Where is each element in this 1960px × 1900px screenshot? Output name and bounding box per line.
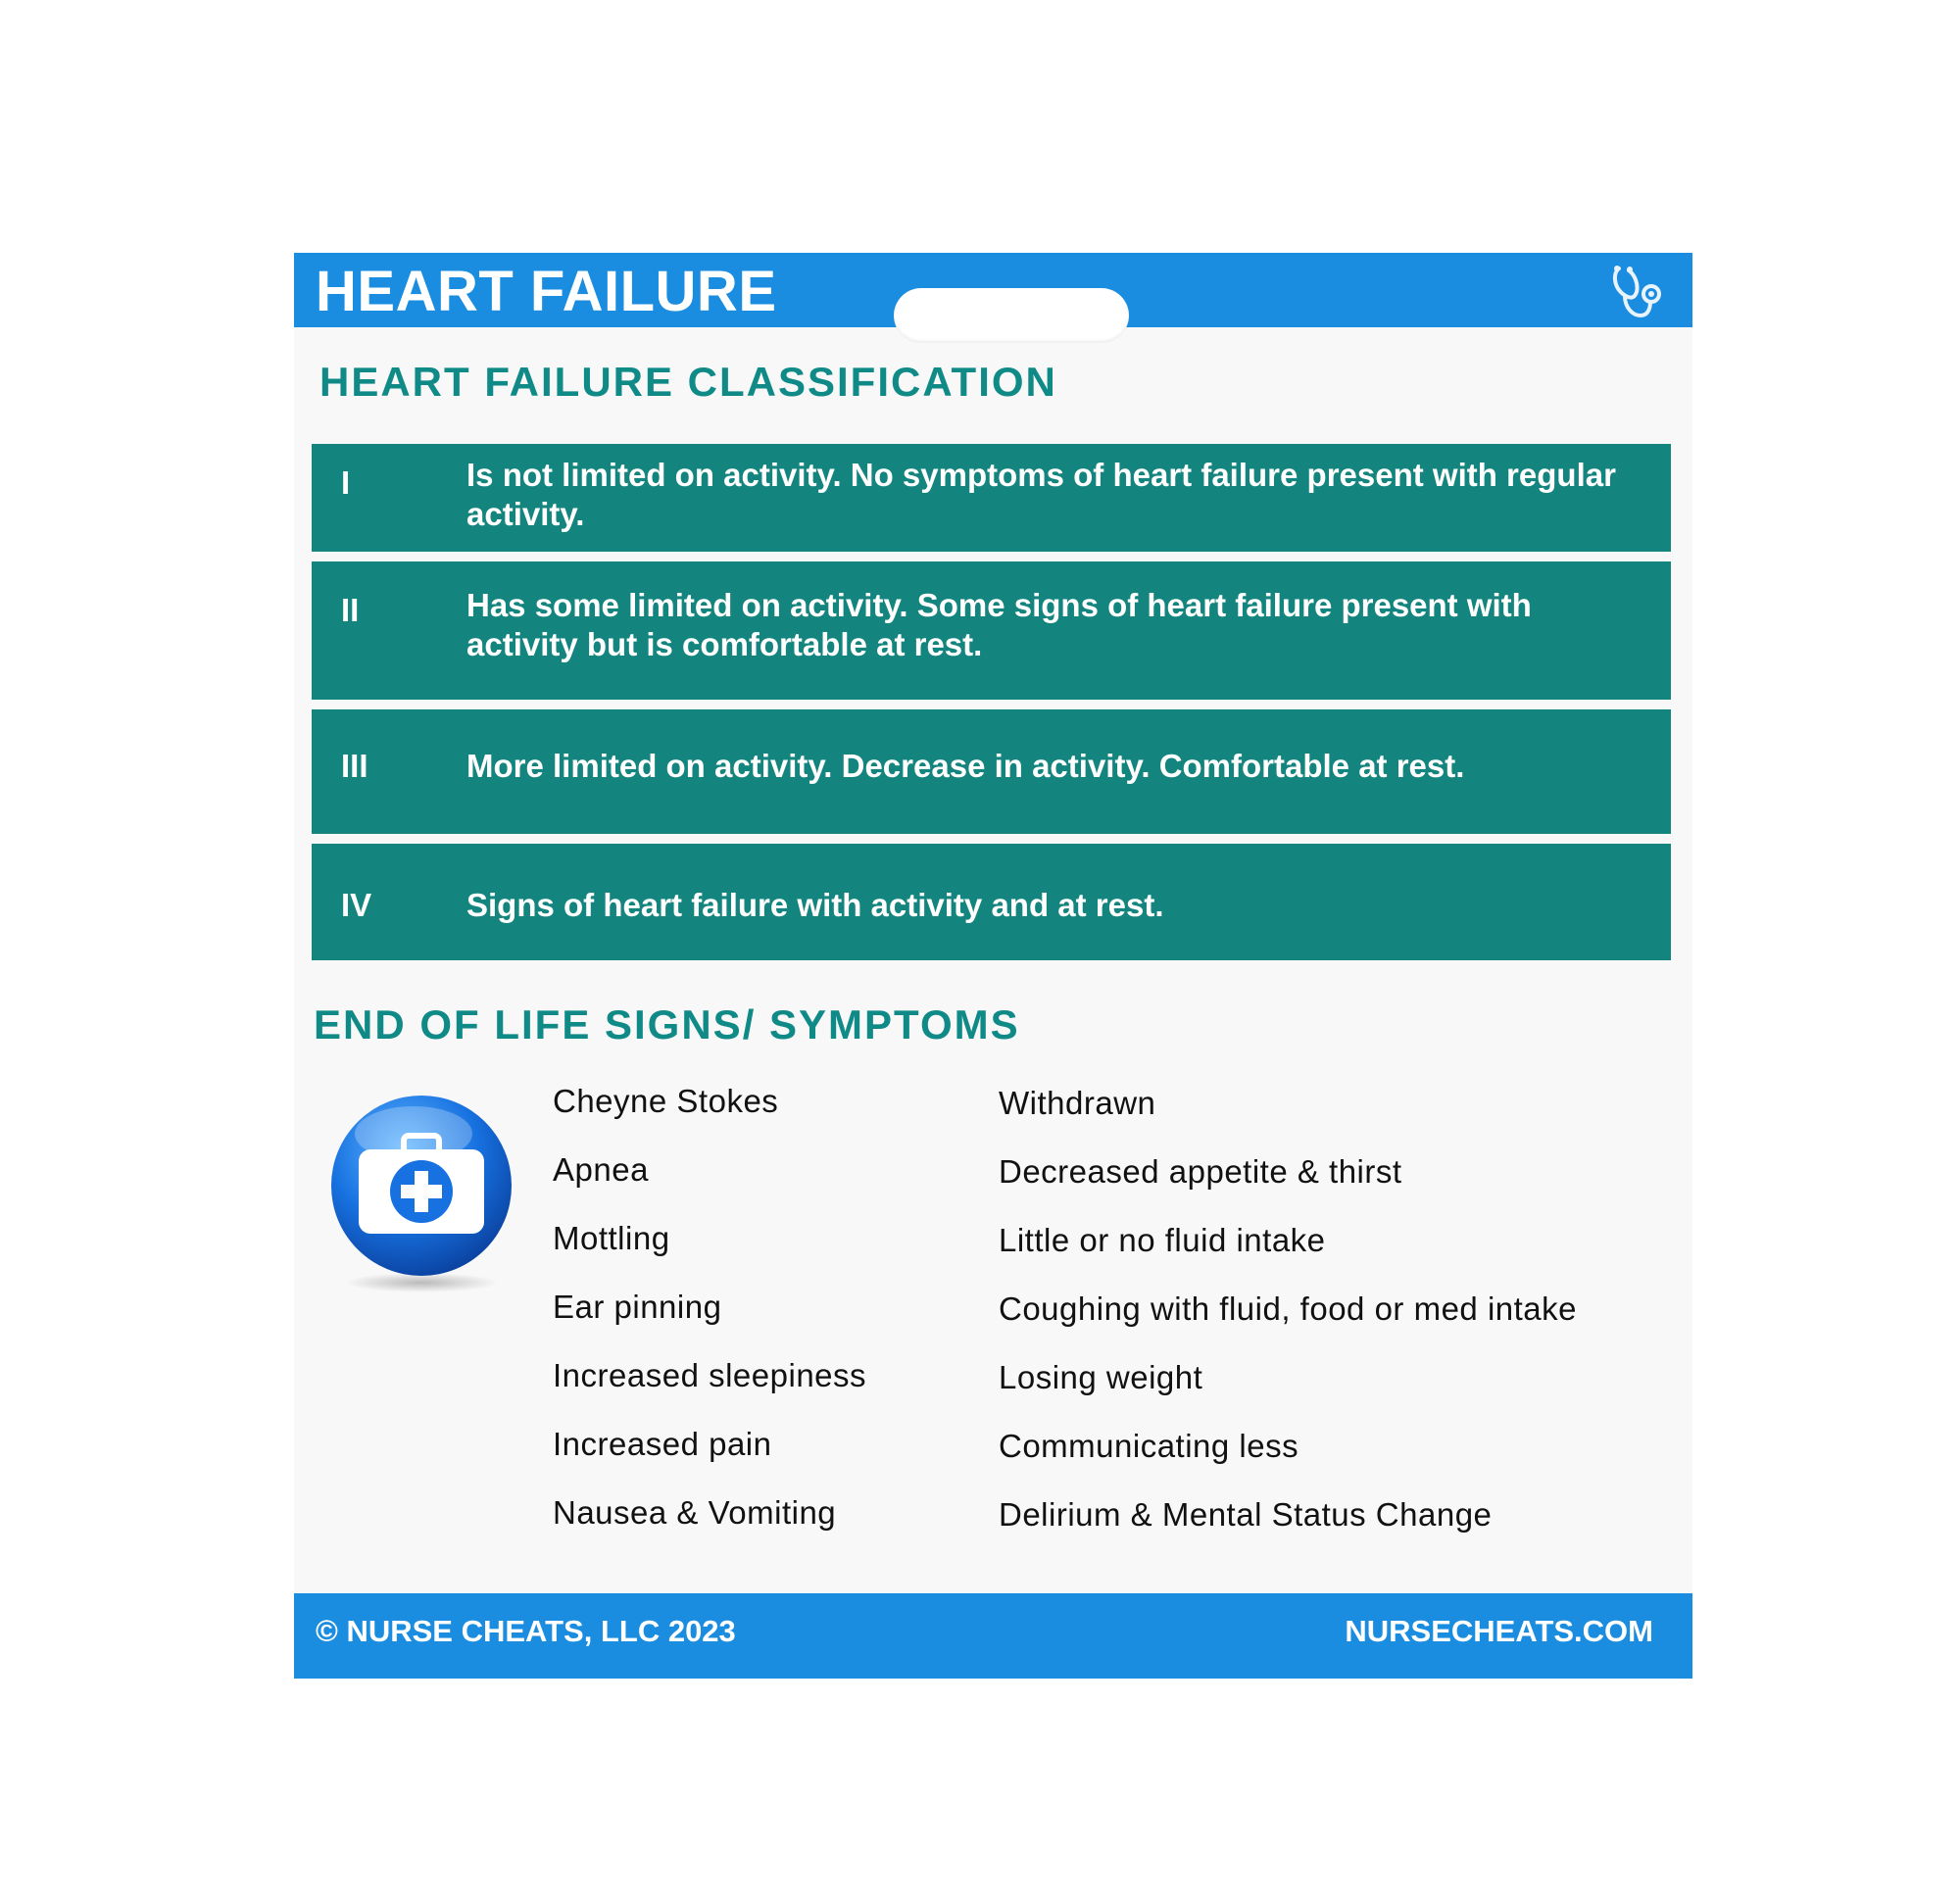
symptom-item: Mottling [553, 1220, 670, 1256]
symptom-item: Decreased appetite & thirst [999, 1153, 1402, 1190]
website-link[interactable]: NURSECHEATS.COM [1345, 1614, 1653, 1648]
reference-card [294, 253, 1692, 1679]
card-title: HEART FAILURE [316, 260, 777, 323]
symptom-item: Increased pain [553, 1426, 772, 1462]
class-description: More limited on activity. Decrease in activity. Comfortable at rest. [466, 748, 1465, 784]
symptom-item: Losing weight [999, 1359, 1203, 1395]
class-row [312, 844, 1671, 960]
symptom-item: Withdrawn [999, 1085, 1156, 1121]
footer-band [294, 1593, 1692, 1679]
class-row [312, 444, 1671, 552]
symptom-item: Nausea & Vomiting [553, 1494, 837, 1531]
medical-kit-icon [323, 1091, 519, 1296]
symptom-item: Little or no fluid intake [999, 1222, 1326, 1258]
symptom-item: Coughing with fluid, food or med intake [999, 1291, 1578, 1327]
stethoscope-icon [1605, 263, 1668, 325]
symptom-item: Increased sleepiness [553, 1357, 867, 1393]
symptom-item: Cheyne Stokes [553, 1083, 779, 1119]
end-of-life-heading: END OF LIFE SIGNS/ SYMPTOMS [314, 1001, 1020, 1047]
symptom-item: Communicating less [999, 1428, 1299, 1464]
class-description: Has some limited on activity. Some signs of heart failure present with activity but is comfortable at rest. [466, 587, 1532, 662]
class-row [312, 709, 1671, 834]
class-description: Is not limited on activity. No symptoms of heart failure present with regular activity. [466, 457, 1616, 532]
symptom-item: Apnea [553, 1151, 649, 1188]
class-row [312, 561, 1671, 700]
symptom-item: Delirium & Mental Status Change [999, 1496, 1493, 1533]
class-number: III [341, 748, 368, 784]
class-description: Signs of heart failure with activity and at rest. [466, 887, 1164, 923]
class-number: IV [341, 887, 372, 923]
copyright-text: © NURSE CHEATS, LLC 2023 [316, 1614, 736, 1648]
badge-slot [894, 288, 1129, 343]
classification-heading: HEART FAILURE CLASSIFICATION [319, 359, 1057, 405]
class-number: I [341, 464, 351, 501]
class-number: II [341, 592, 360, 628]
symptom-item: Ear pinning [553, 1289, 722, 1325]
